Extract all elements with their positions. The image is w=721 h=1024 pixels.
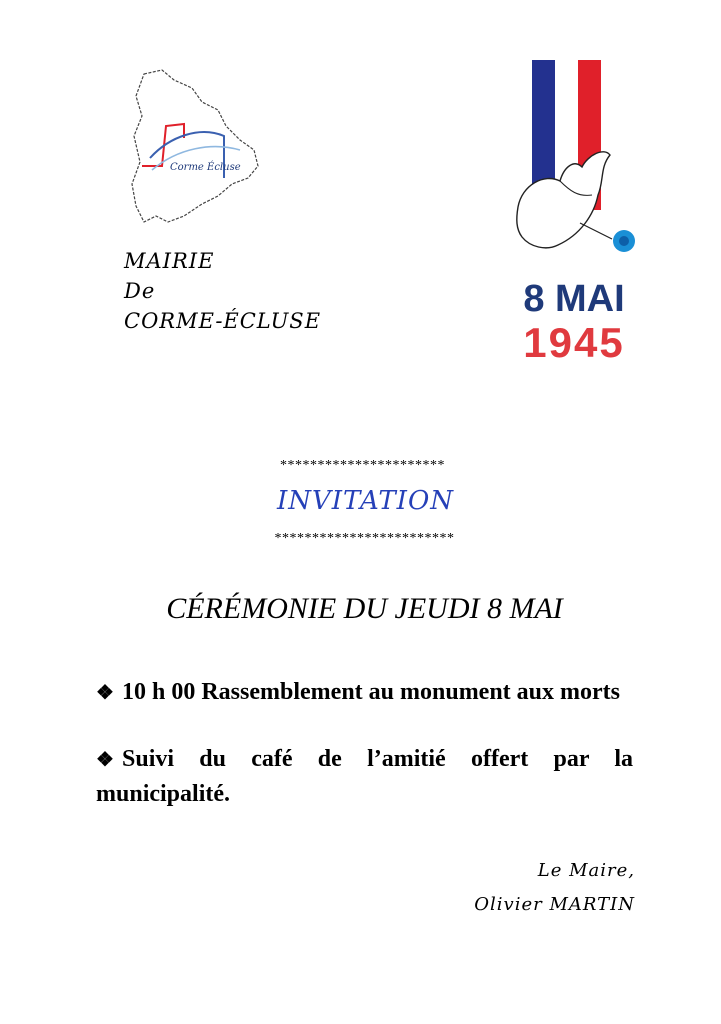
de-line: De (124, 279, 156, 303)
mairie-header (124, 246, 321, 336)
bullet-diamond-icon: ❖ (96, 749, 114, 771)
signature-role: Le Maire, (537, 860, 635, 881)
ceremony-title: CÉRÉMONIE DU JEUDI 8 MAI (166, 592, 563, 625)
list-item (96, 742, 633, 811)
invitation-title: INVITATION (276, 486, 455, 516)
date-line: 8 MAI (523, 278, 625, 320)
town-logo (122, 66, 262, 228)
signature-block (474, 854, 635, 922)
logo-red-line (142, 124, 184, 166)
item-text: Suivi du café de l’amitié offert par la municipalité. (96, 746, 633, 807)
commemoration-graphic (500, 55, 650, 375)
stars-divider-top: ********************** (280, 458, 445, 473)
item-text: 10 h 00 Rassemblement au monument aux morts (122, 679, 620, 705)
stars-divider-bottom: ************************ (274, 531, 455, 546)
list-item (96, 675, 633, 710)
signature-name: Olivier MARTIN (474, 894, 635, 915)
year-text: 1945 (523, 319, 625, 366)
mairie-line: MAIRIE (124, 249, 215, 273)
town-name: CORME-ÉCLUSE (124, 309, 322, 333)
logo-text: Corme Écluse (170, 162, 241, 173)
dove-branch (580, 223, 612, 239)
map-outline (132, 70, 258, 222)
program-list (96, 675, 633, 843)
bullet-diamond-icon: ❖ (96, 682, 114, 704)
